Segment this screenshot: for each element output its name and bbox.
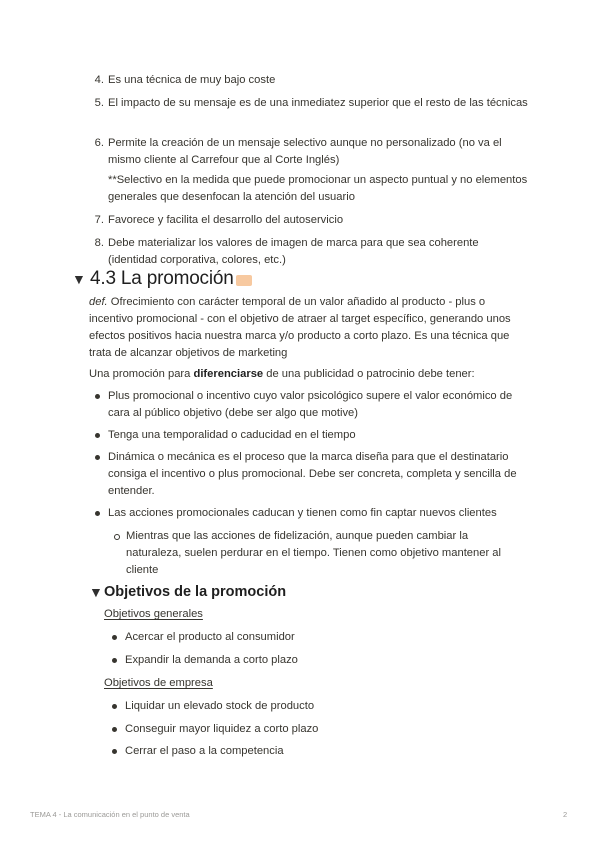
bullet-item: Conseguir mayor liquidez a corto plazo [125,723,319,735]
bullet-dot-icon [112,658,117,663]
list-item-note: **Selectivo en la medida que puede promocionar un aspecto puntual y no elementos generales que desenfocan la atención del usuario [108,174,528,203]
list-text: El impacto de su mensaje es de una inmediatez superior que el resto de las técnicas [108,97,528,109]
bullet-item: Acercar el producto al consumidor [125,631,295,643]
general-objectives-label: Objetivos generales [104,608,203,620]
intro-bold: diferenciarse [193,368,264,380]
list-number: 7. [94,214,104,226]
list-number: 5. [94,97,104,109]
bullet-dot-icon [95,394,100,399]
list-text: Es una técnica de muy bajo coste [108,74,276,86]
intro-paragraph [89,366,519,383]
bullet-item: Plus promocional o incentivo cuyo valor psicológico supere el valor económico de cara al público objetivo (debe ser algo que motive) [108,390,513,419]
section-heading[interactable] [72,266,252,292]
list-text: Permite la creación de un mensaje selectivo aunque no personalizado (no va el mismo cliente al Carrefour que al Corte Inglés) [108,137,502,166]
definition-text: Ofrecimiento con carácter temporal de un valor añadido al producto - plus o incentivo promocional - con el objetivo de atraer al target específico, generando unos efectos positivos hacia nuestra marca y/o producto a corto plazo. Es una técnica que trata de alcanzar objetivos de marketing [89,296,511,359]
section-title: 4.3 La promoción [90,268,234,289]
intro-text-before: Una promoción para [89,368,194,380]
toggle-triangle-icon[interactable]: ▼ [72,271,86,287]
list-number: 4. [94,74,104,86]
list-text: Favorece y facilita el desarrollo del autoservicio [108,214,344,226]
bullet-item: Las acciones promocionales caducan y tienen como fin captar nuevos clientes [108,507,497,519]
bullet-item: Liquidar un elevado stock de producto [125,700,315,712]
bullet-dot-icon [112,749,117,754]
bullet-dot-icon [95,455,100,460]
sub-bullet-item: Mientras que las acciones de fidelización, aunque pueden cambiar la naturaleza, suelen perdurar en el tiempo. Tienen como objetivo mantener al cliente [126,530,502,576]
objectives-title: Objetivos de la promoción [104,584,287,600]
company-objectives-label: Objetivos de empresa [104,677,213,689]
page-number: 2 [563,810,568,819]
emoji-icon [236,275,252,286]
intro-text-after: de una publicidad o patrocinio debe tener: [263,368,475,380]
list-number: 6. [94,137,104,149]
footer-title: TEMA 4 - La comunicación en el punto de venta [30,810,190,819]
bullet-dot-icon [112,704,117,709]
bullet-dot-icon [112,727,117,732]
definition-paragraph [89,294,519,362]
objectives-heading[interactable] [89,582,286,602]
bullet-dot-icon [95,433,100,438]
definition-label: def. [89,296,108,308]
bullet-item: Tenga una temporalidad o caducidad en el tiempo [108,429,356,441]
bullet-dot-icon [112,635,117,640]
bullet-item: Dinámica o mecánica es el proceso que la marca diseña para que el destinatario consiga el incentivo o plus promocional. Debe ser concreta, completa y sencilla de entender. [108,451,517,497]
list-number: 8. [94,237,104,249]
bullet-dot-icon [95,511,100,516]
toggle-triangle-icon[interactable]: ▼ [89,584,103,600]
bullet-item: Cerrar el paso a la competencia [125,745,284,757]
bullet-item: Expandir la demanda a corto plazo [125,654,298,666]
list-text: Debe materializar los valores de imagen de marca para que sea coherente (identidad corporativa, colores, etc.) [108,237,479,266]
sub-bullet-circle-icon [114,534,120,540]
